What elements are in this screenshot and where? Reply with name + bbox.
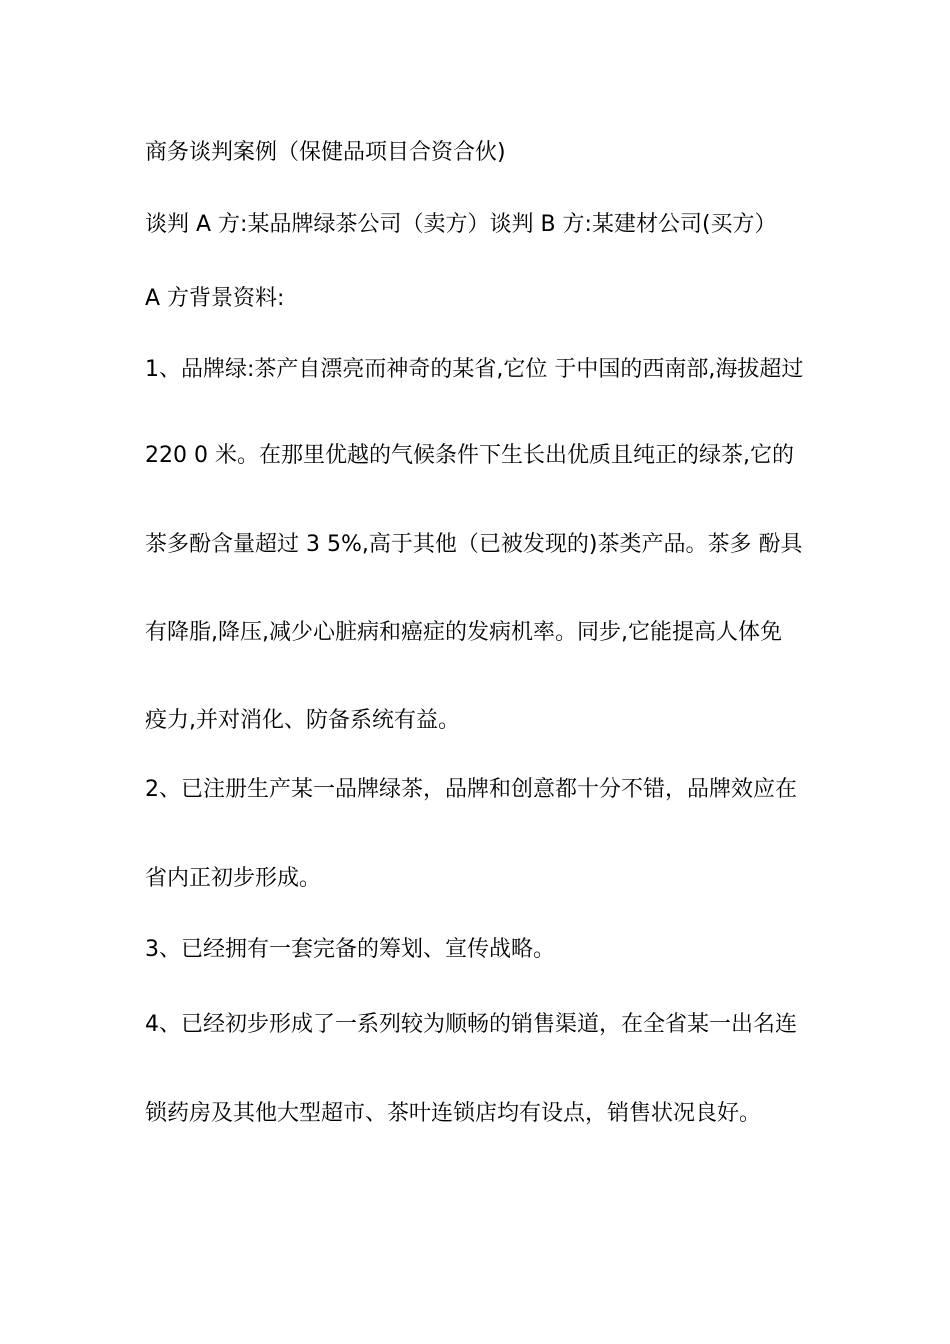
document-title: 商务谈判案例（保健品项目合资合伙) bbox=[145, 140, 506, 165]
paragraph-line: 220 0 米。在那里优越的气候条件下生长出优质且纯正的绿茶,它的 bbox=[145, 443, 794, 468]
paragraph-line: 1、品牌绿:茶产自漂亮而神奇的某省,它位 于中国的西南部,海拔超过 bbox=[145, 357, 804, 382]
paragraph-line: 锁药房及其他大型超市、茶叶连锁店均有设点，销售状况良好。 bbox=[145, 1101, 762, 1126]
paragraph-line: 4、已经初步形成了一系列较为顺畅的销售渠道，在全省某一出名连 bbox=[145, 1012, 797, 1037]
background-heading: A 方背景资料: bbox=[145, 286, 285, 311]
paragraph-line: 2、已注册生产某一品牌绿茶，品牌和创意都十分不错，品牌效应在 bbox=[145, 777, 797, 802]
paragraph-line: 3、已经拥有一套完备的筹划、宣传战略。 bbox=[145, 937, 555, 962]
paragraph-line: 茶多酚含量超过 3 5%,高于其他（已被发现的)茶类产品。茶多 酚具 bbox=[145, 532, 803, 557]
paragraph-line: 省内正初步形成。 bbox=[145, 866, 322, 891]
negotiation-parties: 谈判 A 方:某品牌绿茶公司（卖方）谈判 B 方:某建材公司(买方） bbox=[145, 212, 777, 237]
paragraph-line: 疫力,并对消化、防备系统有益。 bbox=[145, 708, 460, 733]
paragraph-line: 有降脂,降压,减少心脏病和癌症的发病机率。同步,它能提高人体免 bbox=[145, 620, 782, 645]
